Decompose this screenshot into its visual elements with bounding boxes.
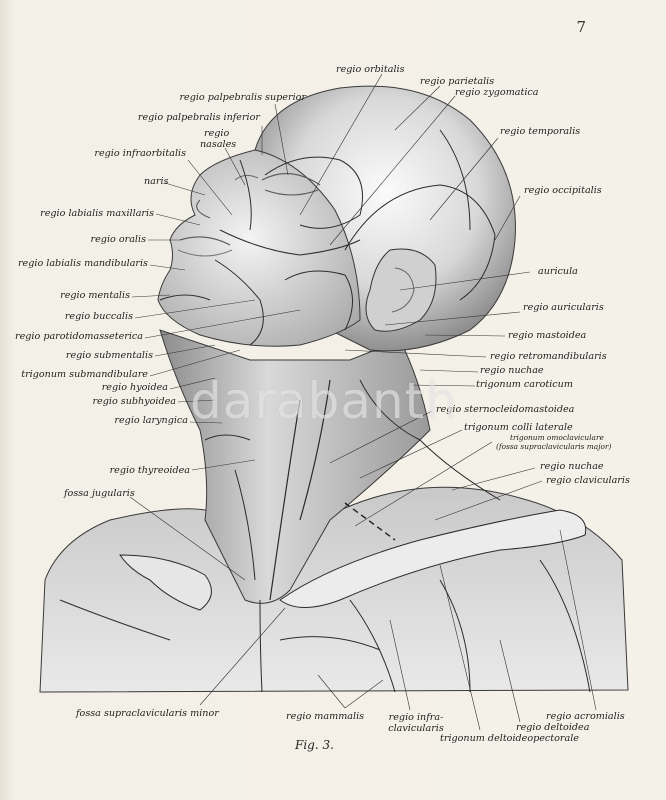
label-regio-zygomatica: regio zygomatica <box>455 87 539 98</box>
label-regio-nuchae-upper: regio nuchae <box>480 365 544 376</box>
label-regio-palpebralis-inferior: regio palpebralis inferior <box>137 112 260 123</box>
label-regio-parotidomasseterica: regio parotidomasseterica <box>15 331 143 342</box>
label-regio-hyoidea: regio hyoidea <box>101 382 168 393</box>
label-regio-nuchae-lower: regio nuchae <box>540 461 604 472</box>
label-regio-orbitalis: regio orbitalis <box>336 64 405 75</box>
label-regio-deltoidea: regio deltoidea <box>516 722 590 733</box>
label-regio-palpebralis-superior: regio palpebralis superior <box>179 92 306 103</box>
label-trigonum-caroticum: trigonum caroticum <box>476 379 573 390</box>
label-trigonum-colli-laterale: trigonum colli laterale <box>464 422 573 433</box>
label-regio-nasales-1: regio <box>204 128 230 139</box>
label-regio-oralis: regio oralis <box>90 234 146 245</box>
label-regio-nasales-2: nasales <box>200 139 237 150</box>
figure-caption: Fig. 3. <box>295 738 334 752</box>
label-regio-occipitalis: regio occipitalis <box>524 185 602 196</box>
label-trigonum-omoclaviculare-2: (fossa supraclavicularis major) <box>496 442 612 451</box>
label-regio-infraclavicularis-1: regio infra- <box>388 712 444 723</box>
label-regio-sternocleidomastoidea: regio sternocleidomastoidea <box>436 404 575 415</box>
watermark: darabanth <box>190 372 458 430</box>
label-regio-infraorbitalis: regio infraorbitalis <box>94 148 186 159</box>
label-regio-mammalis: regio mammalis <box>286 711 365 722</box>
label-regio-infraclavicularis-2: clavicularis <box>388 723 444 734</box>
page-number: 7 <box>576 18 586 36</box>
label-regio-mastoidea: regio mastoidea <box>508 330 587 341</box>
label-regio-retromandibularis: regio retromandibularis <box>490 351 607 362</box>
label-regio-clavicularis: regio clavicularis <box>546 475 630 486</box>
label-naris: naris <box>144 176 169 187</box>
label-regio-parietalis: regio parietalis <box>420 76 495 87</box>
label-trigonum-deltoideopectorale: trigonum deltoideopectorale <box>440 733 579 744</box>
label-regio-acromialis: regio acromialis <box>546 711 625 722</box>
label-auricula: auricula <box>538 266 578 277</box>
label-regio-labialis-mandibularis: regio labialis mandibularis <box>17 258 148 269</box>
label-fossa-supraclavicularis-minor: fossa supraclavicularis minor <box>76 708 219 719</box>
label-trigonum-submandibulare: trigonum submandibulare <box>21 369 148 380</box>
label-trigonum-omoclaviculare-1: trigonum omoclaviculare <box>510 433 604 442</box>
label-regio-temporalis: regio temporalis <box>500 126 581 137</box>
label-regio-auricularis: regio auricularis <box>523 302 604 313</box>
label-regio-submentalis: regio submentalis <box>65 350 153 361</box>
label-regio-laryngica: regio laryngica <box>114 415 188 426</box>
label-regio-mentalis: regio mentalis <box>60 290 130 301</box>
label-regio-subhyoidea: regio subhyoidea <box>92 396 176 407</box>
label-regio-buccalis: regio buccalis <box>64 311 133 322</box>
label-regio-thyreoidea: regio thyreoidea <box>109 465 190 476</box>
label-fossa-jugularis: fossa jugularis <box>64 488 135 499</box>
label-regio-labialis-maxillaris: regio labialis maxillaris <box>40 208 154 219</box>
